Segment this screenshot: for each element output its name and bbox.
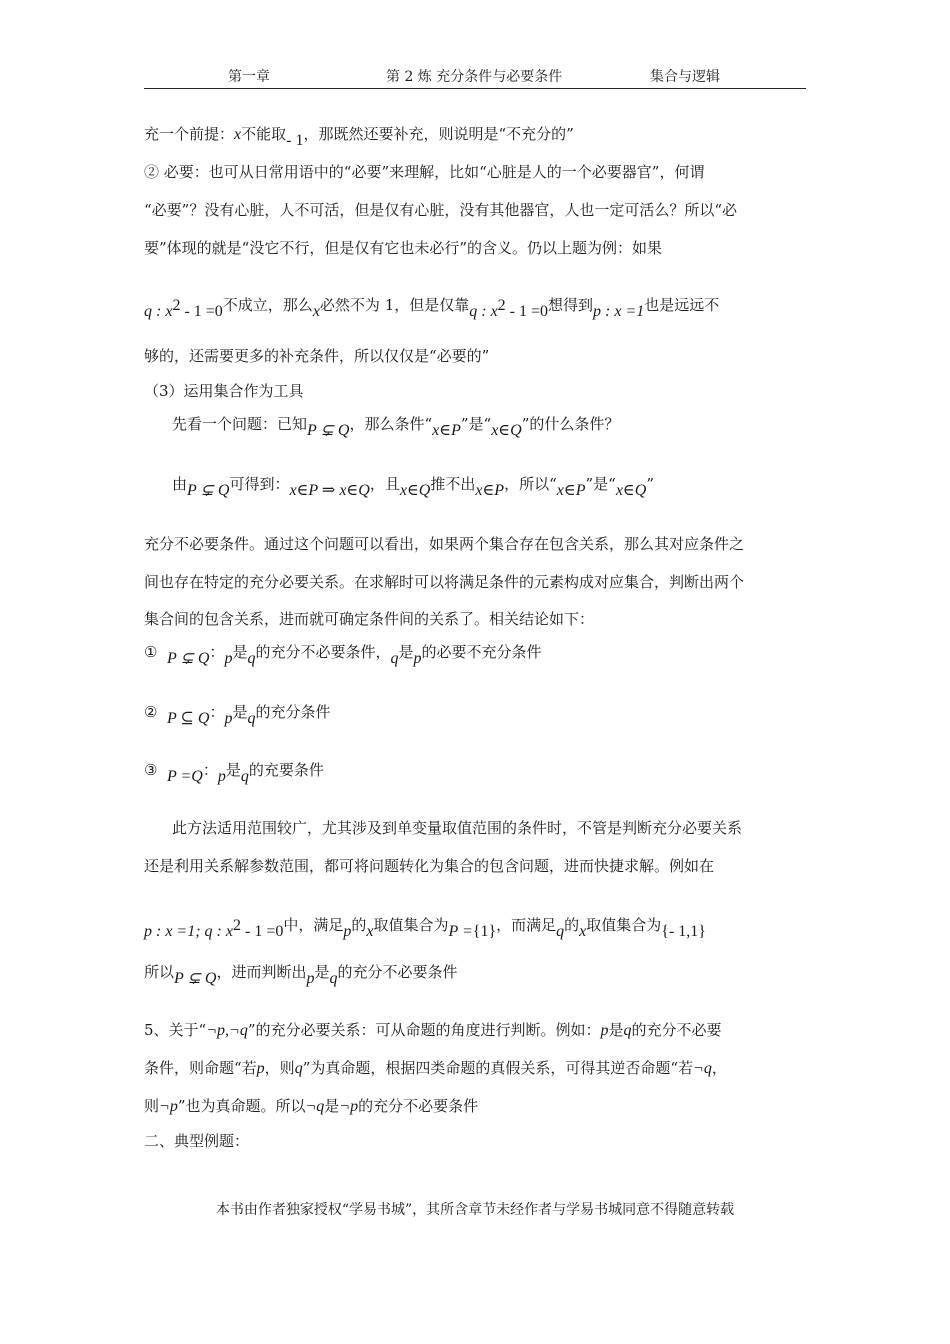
text-line-2: ② 必要：也可从日常用语中的“必要”来理解，比如“心脏是人的一个必要器官”，何谓 xyxy=(144,163,705,181)
text-line-20: 5、关于“¬p,¬q”的充分必要关系：可从命题的角度进行判断。例如：p是q的充分不必要 xyxy=(144,1021,722,1039)
text-line-4: 要”体现的就是“没它不行，但是仅有它也未必行”的含义。仍以上题为例：如果 xyxy=(144,239,663,257)
header-lesson: 第 2 炼 充分条件与必要条件 xyxy=(386,69,563,85)
text-line-10: 充分不必要条件。通过这个问题可以看出，如果两个集合存在包含关系，那么其对应条件之 xyxy=(144,535,745,553)
text-line-21: 条件，则命题“若p，则q”为真命题，根据四类命题的真假关系，可得其逆否命题“若¬q， xyxy=(144,1059,727,1077)
text-line-18: p : x =1; q : $x^2 - 1 =0$中，满足p的x取值集合为P ={1}，而满足q的x取值集合为{- 1,1} xyxy=(144,916,706,940)
text-line-12: 集合间的包含关系，进而就可确定条件间的关系了。相关结论如下： xyxy=(144,610,595,628)
header-topic: 集合与逻辑 xyxy=(650,69,720,85)
text-line-6: 够的，还需要更多的补充条件，所以仅仅是“必要的” xyxy=(144,347,490,365)
text-line-5: q : $x^2 - 1 =0$不成立，那么x必然不为 1，但是仅靠q : $x^2 - 1 =0$想得到p : x =1也是远远不 xyxy=(144,296,720,320)
text-line-1: 充一个前提：x不能取- 1，那既然还要补充，则说明是“不充分的” xyxy=(144,125,574,149)
text-line-17: 还是利用关系解参数范围，都可将问题转化为集合的包含问题，进而快捷求解。例如在 xyxy=(144,857,715,875)
text-line-11: 间也存在特定的充分必要关系。在求解时可以将满足条件的元素构成对应集合，判断出两个 xyxy=(144,573,745,591)
header-chapter: 第一章 xyxy=(228,69,270,85)
text-line-22: 则¬p”也为真命题。所以¬q是¬p的充分不必要条件 xyxy=(144,1097,479,1115)
conclusion-2: ② P ⊆ Q：p是q的充分条件 xyxy=(144,703,331,727)
section-heading-examples: 二、典型例题： xyxy=(144,1132,250,1150)
page-header xyxy=(144,64,806,89)
text-line-3: “必要”？没有心脏，人不可活，但是仅有心脏，没有其他器官，人也一定可活么？所以“必 xyxy=(144,201,738,219)
text-line-9: 由P ⊊ Q可得到：x∈P ⇒ x∈Q，且x∈Q推不出x∈P，所以“x∈P”是“x∈Q” xyxy=(172,475,654,499)
text-line-19: 所以P ⊊ Q，进而判断出p是q的充分不必要条件 xyxy=(144,963,458,987)
conclusion-3: ③ P =Q：p是q的充要条件 xyxy=(144,761,324,785)
text-line-16: 此方法适用范围较广，尤其涉及到单变量取值范围的条件时，不管是判断充分必要关系 xyxy=(172,819,743,837)
conclusion-1: ① P ⊊ Q：p是q的充分不必要条件，q是p的必要不充分条件 xyxy=(144,643,542,667)
page-footer: 本书由作者独家授权“学易书城”，其所含章节未经作者与学易书城同意不得随意转载 xyxy=(215,1202,735,1218)
text-line-8: 先看一个问题：已知P ⊊ Q，那么条件“x∈P”是“x∈Q”的什么条件？ xyxy=(172,415,620,439)
text-line-7: （3）运用集合作为工具 xyxy=(144,382,304,400)
